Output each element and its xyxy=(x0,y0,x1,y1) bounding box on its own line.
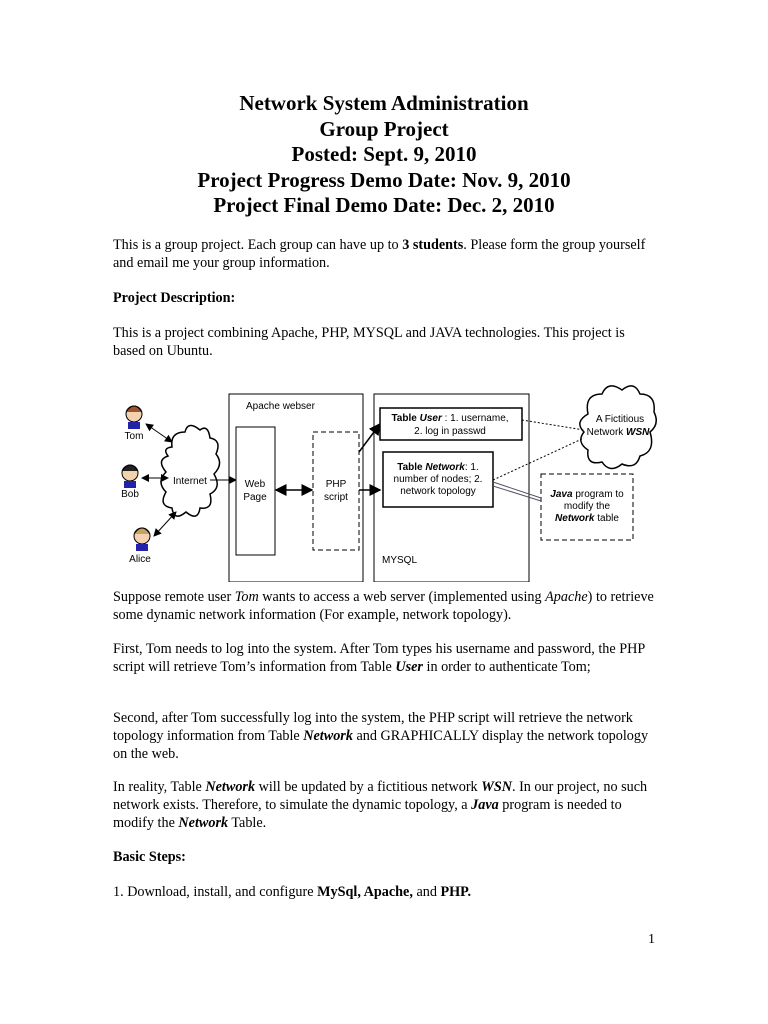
architecture-diagram xyxy=(110,372,660,582)
intro-text-end: . Please form the group yourself and email me your group information. xyxy=(113,237,646,271)
paragraph-first: First, Tom needs to log into the system. After Tom types his username and password, the PHP script will retrieve Tom’s information from Table User in order to authenticate Tom; xyxy=(113,641,645,675)
web-page-label-1: Web xyxy=(244,479,266,490)
table-network-line-1: Table Network: 1. xyxy=(397,462,479,473)
title-line: Group Project xyxy=(319,116,449,141)
project-description-paragraph xyxy=(113,325,658,361)
java-line-3: Network table xyxy=(555,513,619,524)
table-network-line-2: number of nodes; 2. xyxy=(393,474,483,485)
table-network-line-3: network topology xyxy=(400,486,476,497)
table-user-line-1: Table User : 1. username, xyxy=(391,413,509,424)
wsn-line-1: A Fictitious xyxy=(595,414,645,425)
intro-paragraph xyxy=(113,237,658,273)
basic-steps-heading: Basic Steps: xyxy=(113,849,186,865)
php-script-box xyxy=(313,432,359,550)
wsn-line-2: Network WSN xyxy=(586,427,650,438)
table-user-line-2: 2. log in passwd xyxy=(414,426,486,437)
user-alice-icon xyxy=(134,528,150,551)
web-page-box xyxy=(236,427,275,555)
user-bob-label: Bob xyxy=(121,489,139,500)
user-tom-icon xyxy=(126,406,142,429)
paragraph-reality: In reality, Table Network will be updated by a fictitious network WSN. In our project, no such network exists. Therefore, to simulate the dynamic topology, a Java program is needed to modify the Network Table. xyxy=(113,779,648,831)
step-1: 1. Download, install, and configure MySql, Apache, and PHP. xyxy=(113,884,472,900)
intro-bold: 3 students xyxy=(402,237,464,253)
paragraph-tom: Suppose remote user Tom wants to access a web server (implemented using Apache) to retrieve some dynamic network information (For example, network topology). xyxy=(113,589,654,623)
title-line: Project Progress Demo Date: Nov. 9, 2010 xyxy=(197,167,571,192)
title-line: Posted: Sept. 9, 2010 xyxy=(291,142,477,166)
internet-cloud-icon xyxy=(161,425,220,516)
intro-text: This is a group project. Each group can have up to xyxy=(113,237,403,253)
php-label-2: script xyxy=(324,492,348,503)
user-alice-label: Alice xyxy=(129,554,151,565)
apache-label: Apache webser xyxy=(246,401,315,412)
user-bob-icon xyxy=(122,465,138,488)
title-line: Network System Administration xyxy=(239,91,529,115)
web-page-label-2: Page xyxy=(243,492,267,503)
title-line: Project Final Demo Date: Dec. 2, 2010 xyxy=(213,193,555,217)
java-line-1: Java program to xyxy=(550,489,624,500)
internet-label: Internet xyxy=(173,476,207,487)
project-description-heading: Project Description: xyxy=(113,290,236,306)
php-label-1: PHP xyxy=(325,479,347,490)
page-number: 1 xyxy=(648,932,655,947)
java-line-2: modify the xyxy=(563,501,611,512)
document-title xyxy=(0,91,768,219)
paragraph-second: Second, after Tom successfully log into the system, the PHP script will retrieve the network topology information from Table Network and GRAPHICALLY display the network topology on the web. xyxy=(113,710,649,762)
user-tom-label: Tom xyxy=(124,431,144,442)
project-description-text: This is a project combining Apache, PHP, MYSQL and JAVA technologies. This project is based on Ubuntu. xyxy=(113,325,625,359)
mysql-label: MYSQL xyxy=(382,555,418,566)
